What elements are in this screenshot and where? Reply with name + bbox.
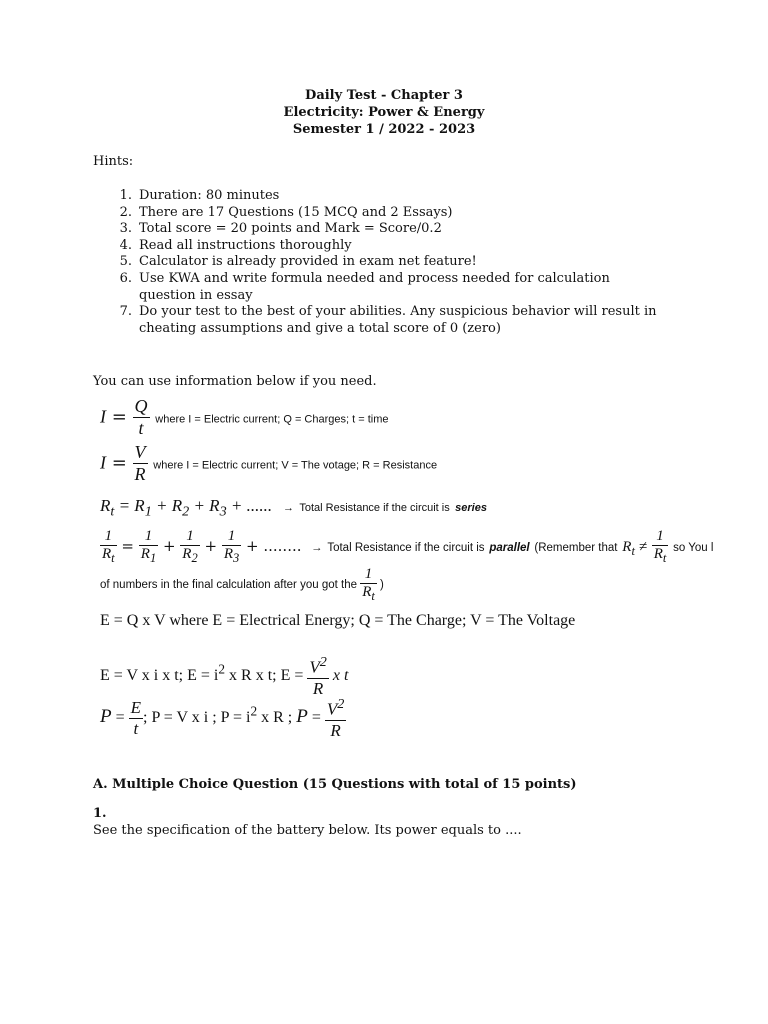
formula-ohm: I = $\frac{V}{R}$ where I = Electric current; V = The votage; R = Resistance — [100, 442, 438, 484]
formula-current: I = $\frac{Q}{t}$ where I = Electric current; Q = Charges; t = time — [100, 396, 389, 438]
hint-item — [110, 304, 670, 337]
hint-item — [110, 221, 670, 238]
formula-series-word: series — [455, 502, 487, 514]
formula-parallel-note-line2: of numbers in the final calculation after you got the $\frac{1}{R_t}$ ) — [100, 566, 384, 603]
formula-series: $R_t = R_1 + R_2 + R_3$ + ...... → Total Resistance if the circuit is series — [100, 496, 487, 520]
formula-parallel-note-end: so You l — [673, 542, 714, 554]
hint-number: 5. — [119, 254, 132, 270]
section-a-title: A. Multiple Choice Question (15 Questions with total of 15 points) — [93, 777, 577, 792]
fraction: $\frac{V}{R}$ — [134, 442, 146, 484]
formula-energy-variants: E = V x i x t; $E = i^2$ x R x t; E = $\frac{V^2}{R}$ x t — [100, 654, 349, 698]
hint-number: 1. — [119, 188, 132, 203]
formula-intro: You can use information below if you need. — [93, 374, 377, 389]
hint-text: Total score = 20 points and Mark = Score/0.2 — [139, 221, 442, 237]
hint-text: Calculator is already provided in exam net feature! — [139, 254, 477, 270]
formula-current-desc: where I = Electric current; Q = Charges; t = time — [155, 413, 389, 426]
hint-text: Duration: 80 minutes — [139, 188, 280, 203]
fraction: $\frac{Q}{t}$ — [134, 396, 148, 438]
document-header — [0, 87, 768, 138]
hint-item — [110, 188, 670, 205]
formula-parallel-word: parallel — [489, 542, 530, 554]
formula-parallel-note-line2-text: of numbers in the final calculation after you got the — [100, 579, 357, 592]
formula-series-desc: Total Resistance if the circuit is — [299, 502, 450, 514]
hint-number: 3. — [119, 221, 132, 237]
header-title: Daily Test - Chapter 3 — [305, 88, 463, 103]
hint-number: 4. — [119, 237, 132, 253]
hint-text: Use KWA and write formula needed and process needed for calculation question in essay — [139, 270, 610, 303]
formula-parallel-note: (Remember that — [534, 542, 618, 554]
hint-text: Do your test to the best of your abilities. Any suspicious behavior will result in cheating assumptions and give a total score of 0 (zero) — [139, 304, 657, 336]
question-number: 1. — [93, 806, 107, 821]
hint-number: 2. — [119, 204, 132, 220]
hints-list — [110, 188, 670, 337]
header-subtitle: Electricity: Power & Energy — [283, 105, 485, 120]
hint-item — [110, 271, 670, 304]
hints-title: Hints: — [93, 154, 134, 169]
formula-energy: E = Q x V where E = Electrical Energy; Q = The Charge; V = The Voltage — [100, 612, 576, 629]
formula-ohm-desc: where I = Electric current; V = The votage; R = Resistance — [153, 459, 438, 472]
hint-text: There are 17 Questions (15 MCQ and 2 Essays) — [139, 204, 453, 220]
hint-item — [110, 238, 670, 255]
hint-number: 7. — [119, 304, 132, 320]
question-text: See the specification of the battery below. Its power equals to .... — [93, 823, 522, 838]
formula-parallel-desc: Total Resistance if the circuit is — [327, 542, 485, 554]
formula-parallel: $\frac{1}{R_t}$ = $\frac{1}{R_1}$ + $\frac{1}{R_2}$ + $\frac{1}{R_3}$ + ........ → Total Resistance if the circuit is parallel (Remember that $R_t$ ≠ $\frac{1}{R_t}$ so You l — [102, 528, 714, 565]
hint-text: Read all instructions thoroughly — [139, 237, 352, 253]
header-semester: Semester 1 / 2022 - 2023 — [292, 122, 476, 137]
hint-item — [110, 205, 670, 222]
hint-item — [110, 254, 670, 271]
formula-power: P = $\frac{E}{t}$ ; P = V x i ; $P = i^2$ x R ; P = $\frac{V^2}{R}$ — [100, 696, 345, 740]
hint-number: 6. — [119, 270, 132, 286]
